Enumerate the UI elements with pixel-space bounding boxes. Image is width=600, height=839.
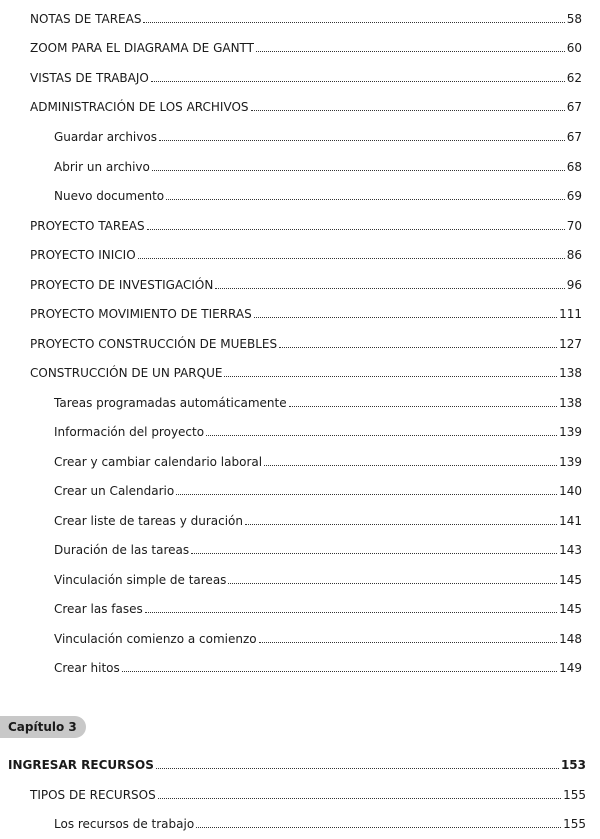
dot-leader [251, 109, 565, 111]
toc-entry-label: Crear hitos [54, 661, 120, 675]
toc-subentry[interactable] [54, 185, 582, 203]
toc-entry[interactable] [30, 8, 582, 26]
dot-leader [166, 198, 565, 200]
toc-entry[interactable] [30, 362, 582, 380]
dot-leader [279, 346, 557, 348]
toc-subentry[interactable] [54, 392, 582, 410]
dot-leader [143, 21, 564, 23]
toc-entry-label: PROYECTO TAREAS [30, 219, 145, 233]
dot-leader [259, 641, 557, 643]
toc-entry-page: 155 [563, 817, 586, 831]
toc-entry-page: 143 [559, 543, 582, 557]
dot-leader [289, 405, 558, 407]
toc-entry-label: Abrir un archivo [54, 160, 150, 174]
dot-leader [215, 287, 564, 289]
toc-entry-label: ZOOM PARA EL DIAGRAMA DE GANTT [30, 41, 254, 55]
dot-leader [224, 375, 557, 377]
toc-entry-label: PROYECTO DE INVESTIGACIÓN [30, 278, 214, 292]
toc-entry-label: ADMINISTRACIÓN DE LOS ARCHIVOS [30, 100, 249, 114]
toc-subentry[interactable] [54, 480, 582, 498]
dot-leader [138, 257, 565, 259]
dot-leader [206, 434, 557, 436]
toc-entry-page: 139 [559, 455, 582, 469]
toc-entry-page: 140 [559, 484, 582, 498]
toc-subentry[interactable] [54, 569, 582, 587]
toc-entry-label: VISTAS DE TRABAJO [30, 71, 149, 85]
toc-subentry[interactable] [54, 126, 582, 144]
dot-leader [151, 80, 565, 82]
toc-entry-page: 155 [563, 788, 586, 802]
toc-subentry[interactable] [54, 421, 582, 439]
toc-entry-label: TIPOS DE RECURSOS [30, 788, 156, 802]
chapter-heading: Capítulo 3 [0, 716, 86, 738]
toc-entry-page: 138 [559, 366, 582, 380]
dot-leader [122, 670, 557, 672]
toc-entry-page: 67 [566, 100, 582, 114]
toc-entry[interactable] [30, 37, 582, 55]
toc-entry-label: Crear las fases [54, 602, 143, 616]
toc-entry[interactable] [8, 754, 586, 772]
toc-entry-page: 138 [559, 396, 582, 410]
dot-leader [145, 611, 557, 613]
dot-leader [156, 767, 559, 769]
toc-entry-label: NOTAS DE TAREAS [30, 12, 142, 26]
toc-entry-label: Tareas programadas automáticamente [54, 396, 287, 410]
toc-entry-page: 67 [566, 130, 582, 144]
toc-subentry[interactable] [54, 451, 582, 469]
dot-leader [228, 582, 557, 584]
toc-entry-label: Guardar archivos [54, 130, 157, 144]
toc-entry-page: 70 [566, 219, 582, 233]
toc-entry-page: 62 [566, 71, 582, 85]
toc-entry-page: 111 [559, 307, 582, 321]
toc-subentry[interactable] [54, 813, 586, 831]
dot-leader [191, 552, 557, 554]
toc-subentry[interactable] [54, 598, 582, 616]
toc-entry-page: 69 [566, 189, 582, 203]
toc-entry-label: Vinculación comienzo a comienzo [54, 632, 257, 646]
toc-entry-page: 96 [566, 278, 582, 292]
toc-entry-page: 149 [559, 661, 582, 675]
dot-leader [196, 826, 561, 828]
dot-leader [158, 797, 561, 799]
toc-entry-label: Vinculación simple de tareas [54, 573, 227, 587]
toc-entry-label: PROYECTO INICIO [30, 248, 136, 262]
toc-entry-label: PROYECTO MOVIMIENTO DE TIERRAS [30, 307, 252, 321]
toc-entry-label: Información del proyecto [54, 425, 205, 439]
toc-entry-page: 139 [559, 425, 582, 439]
toc-entry-label: Crear liste de tareas y duración [54, 514, 244, 528]
toc-subentry[interactable] [54, 539, 582, 557]
toc-entry-page: 148 [559, 632, 582, 646]
toc-entry[interactable] [30, 215, 582, 233]
toc-entry-page: 145 [559, 573, 582, 587]
dot-leader [254, 316, 557, 318]
toc-entry-page: 145 [559, 602, 582, 616]
toc-entry[interactable] [30, 244, 582, 262]
toc-entry[interactable] [30, 333, 582, 351]
toc-entry-page: 60 [566, 41, 582, 55]
toc-entry-label: INGRESAR RECURSOS [8, 758, 154, 772]
toc-entry-label: CONSTRUCCIÓN DE UN PARQUE [30, 366, 223, 380]
toc-entry-label: Duración de las tareas [54, 543, 190, 557]
dot-leader [159, 139, 565, 141]
dot-leader [256, 50, 565, 52]
toc-subentry[interactable] [54, 510, 582, 528]
toc-entry-label: Crear y cambiar calendario laboral [54, 455, 263, 469]
toc-entry[interactable] [30, 303, 582, 321]
toc-entry[interactable] [30, 67, 582, 85]
toc-entry-label: PROYECTO CONSTRUCCIÓN DE MUEBLES [30, 337, 278, 351]
toc-entry[interactable] [30, 96, 582, 114]
toc-entry-page: 58 [566, 12, 582, 26]
toc-subentry[interactable] [54, 156, 582, 174]
toc-entry-page: 127 [559, 337, 582, 351]
toc-entry[interactable] [30, 784, 586, 802]
toc-entry-page: 153 [560, 758, 586, 772]
toc-subentry[interactable] [54, 657, 582, 675]
dot-leader [147, 228, 565, 230]
dot-leader [264, 464, 557, 466]
toc-entry[interactable] [30, 274, 582, 292]
dot-leader [152, 169, 565, 171]
toc-entry-label: Crear un Calendario [54, 484, 175, 498]
toc-entry-page: 141 [559, 514, 582, 528]
toc-subentry[interactable] [54, 628, 582, 646]
toc-entry-page: 68 [566, 160, 582, 174]
toc-entry-label: Los recursos de trabajo [54, 817, 195, 831]
dot-leader [245, 523, 557, 525]
toc-entry-label: Nuevo documento [54, 189, 165, 203]
dot-leader [176, 493, 557, 495]
toc-entry-page: 86 [566, 248, 582, 262]
